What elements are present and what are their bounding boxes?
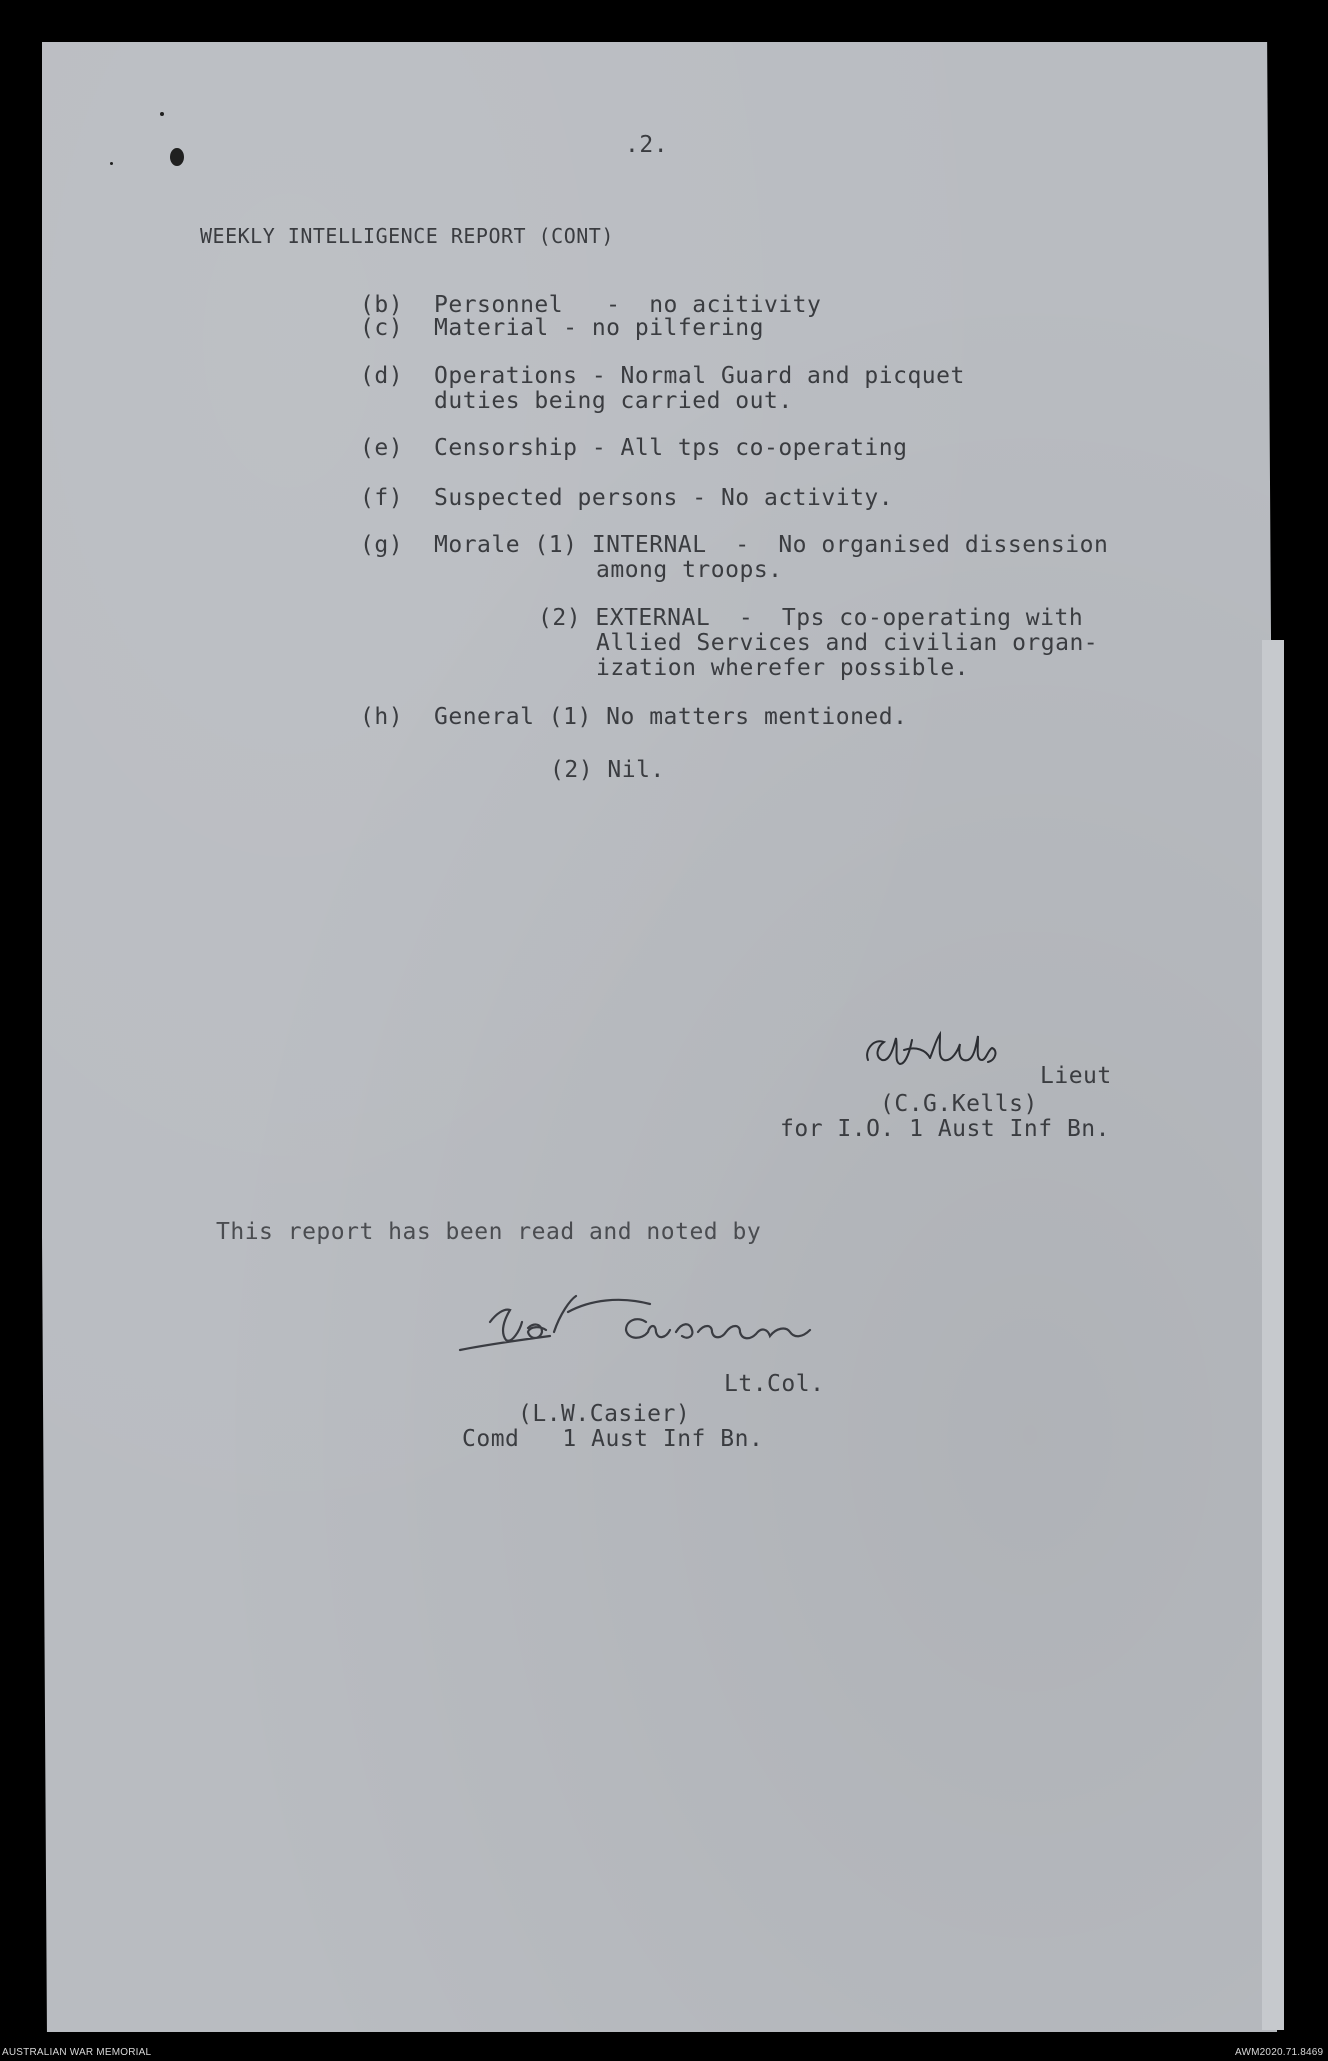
item-e-text: Censorship - All tps co-operating bbox=[434, 435, 908, 461]
report-header: WEEKLY INTELLIGENCE REPORT (CONT) bbox=[200, 224, 614, 248]
paper-speck bbox=[110, 162, 113, 165]
signature-1-name: (C.G.Kells) bbox=[880, 1091, 1038, 1117]
footer-accession: AWM2020.71.8469 bbox=[1235, 2047, 1324, 2058]
signature-2-rank: Lt.Col. bbox=[724, 1371, 825, 1397]
item-h-line2: (2) Nil. bbox=[550, 757, 665, 783]
item-g-label: (g) bbox=[360, 532, 404, 558]
signature-casier bbox=[450, 1270, 940, 1360]
page-edge bbox=[1262, 640, 1284, 2030]
item-f-text: Suspected persons - No activity. bbox=[434, 485, 894, 511]
item-h-label: (h) bbox=[360, 704, 404, 730]
item-d-line2: duties being carried out. bbox=[434, 388, 793, 414]
signature-kells bbox=[860, 1020, 1020, 1080]
item-g2-line2: Allied Services and civilian organ- bbox=[596, 630, 1099, 656]
paper-speck bbox=[160, 112, 164, 116]
item-g2-line1: (2) EXTERNAL - Tps co-operating with bbox=[538, 605, 1084, 631]
item-g-line1: Morale (1) INTERNAL - No organised dissension bbox=[434, 532, 1109, 558]
paper-hole-mark bbox=[170, 148, 184, 166]
item-h-line1: General (1) No matters mentioned. bbox=[434, 704, 908, 730]
item-g2-line3: ization wherefer possible. bbox=[596, 655, 970, 681]
noted-text: This report has been read and noted by bbox=[216, 1219, 762, 1245]
item-b-label: (b) bbox=[360, 292, 404, 318]
item-g-line2: among troops. bbox=[596, 557, 783, 583]
signature-1-rank: Lieut bbox=[1040, 1063, 1112, 1089]
signature-2-name: (L.W.Casier) bbox=[518, 1401, 691, 1427]
signature-2-role: Comd 1 Aust Inf Bn. bbox=[462, 1426, 764, 1452]
page-number: .2. bbox=[625, 132, 669, 158]
item-c-label: (c) bbox=[360, 315, 404, 341]
item-e-label: (e) bbox=[360, 435, 404, 461]
footer-source: AUSTRALIAN WAR MEMORIAL bbox=[2, 2047, 152, 2058]
item-d-label: (d) bbox=[360, 363, 404, 389]
signature-1-role: for I.O. 1 Aust Inf Bn. bbox=[780, 1116, 1110, 1142]
item-b-text: Personnel - no acitivity bbox=[434, 292, 822, 318]
item-f-label: (f) bbox=[360, 485, 404, 511]
item-c-text: Material - no pilfering bbox=[434, 315, 764, 341]
item-d-line1: Operations - Normal Guard and picquet bbox=[434, 363, 965, 389]
